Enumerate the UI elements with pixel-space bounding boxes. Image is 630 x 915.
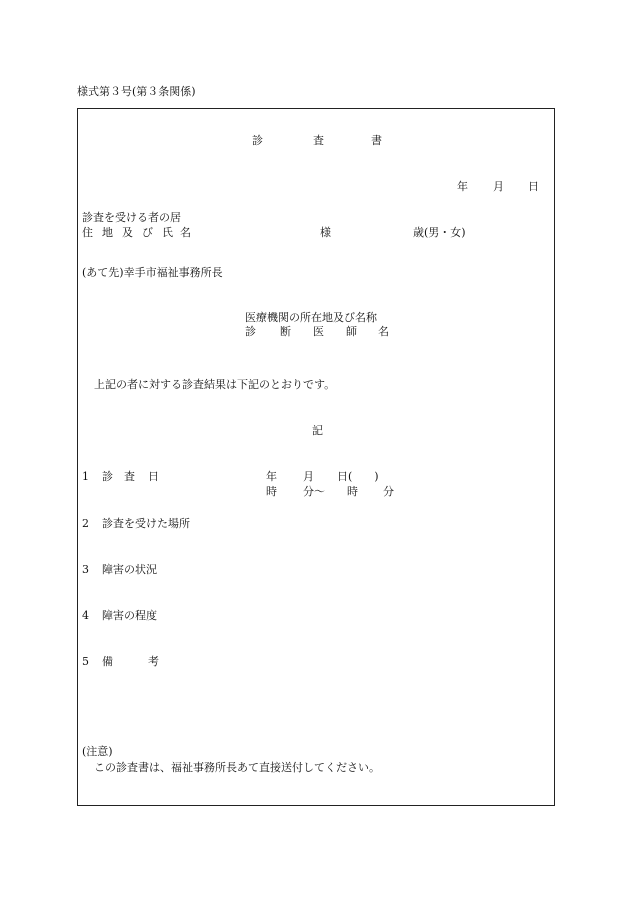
- address-name-char-3: 及: [122, 226, 133, 239]
- title-char-3: 書: [371, 134, 382, 147]
- item5-label-char-2: 考: [148, 655, 159, 668]
- institution-location-name: 医療機関の所在地及び名称: [245, 311, 377, 324]
- address-name-char-6: 名: [180, 226, 191, 239]
- address-name-char-4: び: [142, 226, 153, 239]
- item5-label-char-1: 備: [102, 655, 113, 668]
- item4-label: 障害の程度: [102, 609, 157, 622]
- item1-time-min1: 分～: [303, 485, 325, 498]
- doctor-char-4: 師: [346, 325, 357, 338]
- addressee: (あて先)幸手市福祉事務所長: [82, 266, 223, 279]
- doctor-char-2: 断: [280, 325, 291, 338]
- item2-label: 診査を受けた場所: [102, 517, 190, 530]
- honorific: 様: [320, 226, 331, 239]
- item5-number: 5: [82, 655, 89, 668]
- statement: 上記の者に対する診査結果は下記のとおりです。: [94, 378, 336, 391]
- notes-text: この診査書は、福祉事務所長あて直接送付してください。: [94, 761, 380, 774]
- date-month: 月: [493, 180, 504, 193]
- item1-number: 1: [82, 470, 89, 483]
- address-name-char-2: 地: [102, 226, 113, 239]
- item1-time-min2: 分: [383, 485, 394, 498]
- doctor-char-5: 名: [378, 325, 389, 338]
- item3-number: 3: [82, 563, 89, 576]
- item1-date-month: 月: [303, 470, 314, 483]
- title-char-1: 診: [252, 134, 263, 147]
- examinee-line1: 診査を受ける者の居: [82, 211, 181, 224]
- item1-label-char-2: 査: [124, 470, 135, 483]
- item1-date-year: 年: [266, 470, 277, 483]
- form-number: 様式第３号(第３条関係): [77, 85, 196, 98]
- item1-label-char-1: 診: [102, 470, 113, 483]
- date-day: 日: [528, 180, 539, 193]
- item1-date-day: 日( ): [337, 470, 379, 483]
- doctor-char-1: 診: [245, 325, 256, 338]
- doctor-char-3: 医: [313, 325, 324, 338]
- item1-label-char-3: 日: [148, 470, 159, 483]
- item1-time-hour2: 時: [347, 485, 358, 498]
- title-char-2: 査: [313, 134, 324, 147]
- age-sex: 歳(男・女): [413, 226, 466, 239]
- date-year: 年: [457, 180, 468, 193]
- item2-number: 2: [82, 517, 89, 530]
- ki-heading: 記: [312, 424, 323, 437]
- notes-heading: (注意): [82, 745, 113, 758]
- item4-number: 4: [82, 609, 89, 622]
- item3-label: 障害の状況: [102, 563, 157, 576]
- address-name-char-1: 住: [82, 226, 93, 239]
- item1-time-hour1: 時: [266, 485, 277, 498]
- address-name-char-5: 氏: [162, 226, 173, 239]
